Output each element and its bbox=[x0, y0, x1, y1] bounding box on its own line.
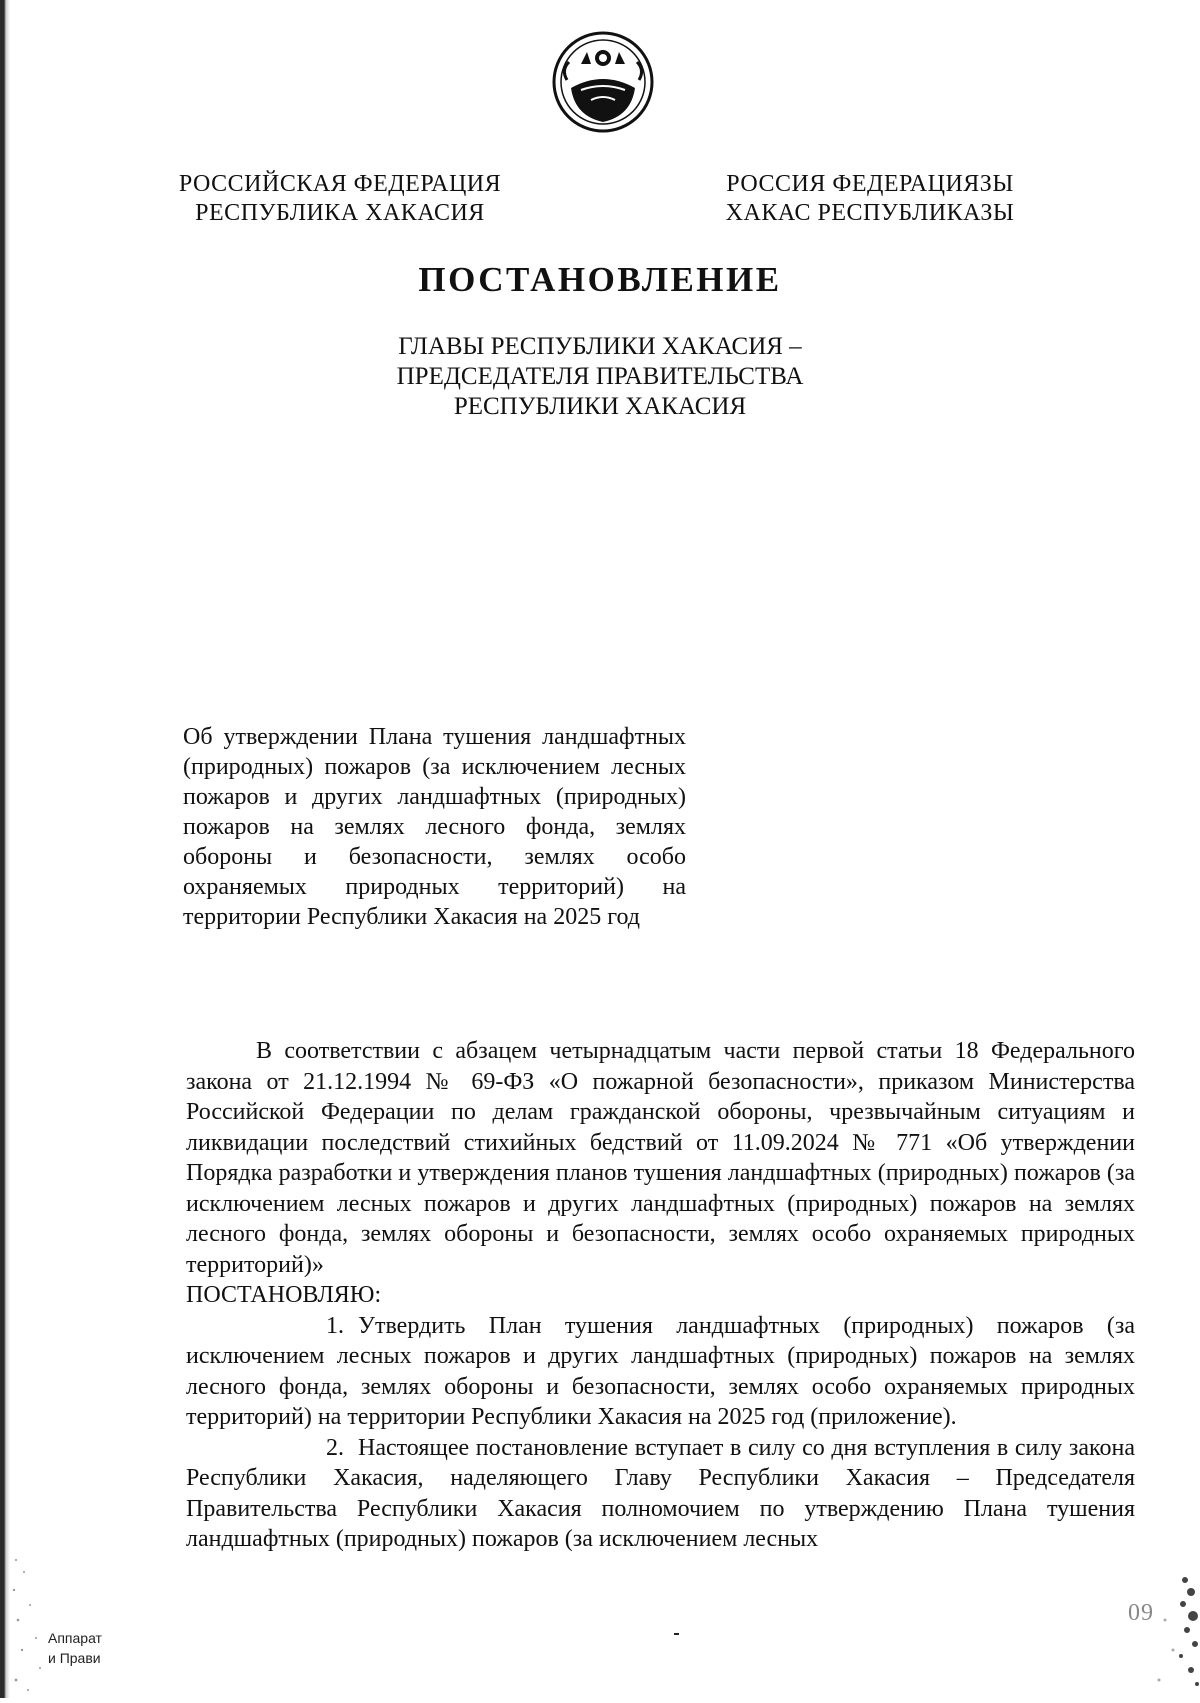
office-stamp-fragment bbox=[48, 1628, 138, 1668]
page-number-mark: 09 bbox=[1128, 1600, 1154, 1626]
stamp-line-1: Аппарат bbox=[48, 1630, 102, 1646]
header-left-line-1: РОССИЙСКАЯ ФЕДЕРАЦИЯ bbox=[178, 171, 502, 197]
header-left-line-2: РЕСПУБЛИКА ХАКАСИЯ bbox=[195, 200, 485, 226]
list-item bbox=[186, 1433, 1135, 1555]
authority-line-3: РЕСПУБЛИКИ ХАКАСИЯ bbox=[453, 393, 747, 420]
header-right-line-2: ХАКАС РЕСПУБЛИКАЗЫ bbox=[725, 200, 1015, 226]
document-body bbox=[186, 1036, 1135, 1555]
header-right-line-1: РОССИЯ ФЕДЕРАЦИЯЗЫ bbox=[726, 171, 1014, 197]
preamble-text: В соответствии с абзацем четырнадцатым части первой статьи 18 Федерального закона от 21.12.1994 № 69-ФЗ «О пожарной безопасности», приказом Министерства Российской Федерации по делам гражданской обороны, чрезвычайным ситуациям и ликвидации последствий стихийных бедствий от 11.09.2024 № 771 «Об утверждении Порядка разработки и утверждения планов тушения ландшафтных (природных) пожаров (за исключением лесных пожаров и других ландшафтных (природных) пожаров на землях лесного фонда, землях обороны и безопасности, землях особо охраняемых природных территорий)» bbox=[186, 1038, 1135, 1278]
document-subject: Об утверждении Плана тушения ландшафтных (природных) пожаров (за исключением лесных пожаров и других ландшафтных (природных) пожаров на землях лесного фонда, землях обороны и безопасности, землях особо охраняемых природных территорий) на территории Республики Хакасия на 2025 год bbox=[183, 724, 686, 930]
preamble-paragraph bbox=[186, 1036, 1135, 1280]
header-khakas bbox=[720, 170, 1020, 228]
item-text: Настоящее постановление вступает в силу со дня вступления в силу закона Республики Хакасия, наделяющего Главу Республики Хакасия – Председателя Правительства Республики Хакасия полномочием по утверждению Плана тушения ландшафтных (природных) пожаров (за исключением лесных bbox=[186, 1434, 1135, 1552]
stamp-line-2: и Прави bbox=[48, 1650, 101, 1666]
document-authority bbox=[300, 332, 900, 422]
header-russian bbox=[170, 170, 510, 228]
item-number: 1. bbox=[326, 1312, 344, 1339]
decree-word: ПОСТАНОВЛЯЮ: bbox=[186, 1282, 382, 1308]
scan-edge-shadow bbox=[0, 0, 10, 1698]
document-type-title: ПОСТАНОВЛЕНИЕ bbox=[418, 260, 782, 299]
item-number: 2. bbox=[326, 1434, 344, 1461]
scan-noise-left bbox=[10, 1550, 50, 1698]
authority-line-1: ГЛАВЫ РЕСПУБЛИКИ ХАКАСИЯ – bbox=[398, 333, 802, 360]
coat-of-arms-icon bbox=[551, 30, 655, 134]
scan-speck bbox=[674, 1633, 679, 1635]
list-item bbox=[186, 1311, 1135, 1433]
authority-line-2: ПРЕДСЕДАТЕЛЯ ПРАВИТЕЛЬСТВА bbox=[396, 363, 804, 390]
item-text: Утвердить План тушения ландшафтных (природных) пожаров (за исключением лесных пожаров и других ландшафтных (природных) пожаров на землях лесного фонда, землях обороны и безопасности, землях особо охраняемых природных территорий) на территории Республики Хакасия на 2025 год (приложение). bbox=[186, 1312, 1135, 1430]
scan-noise-right bbox=[1145, 1560, 1200, 1698]
